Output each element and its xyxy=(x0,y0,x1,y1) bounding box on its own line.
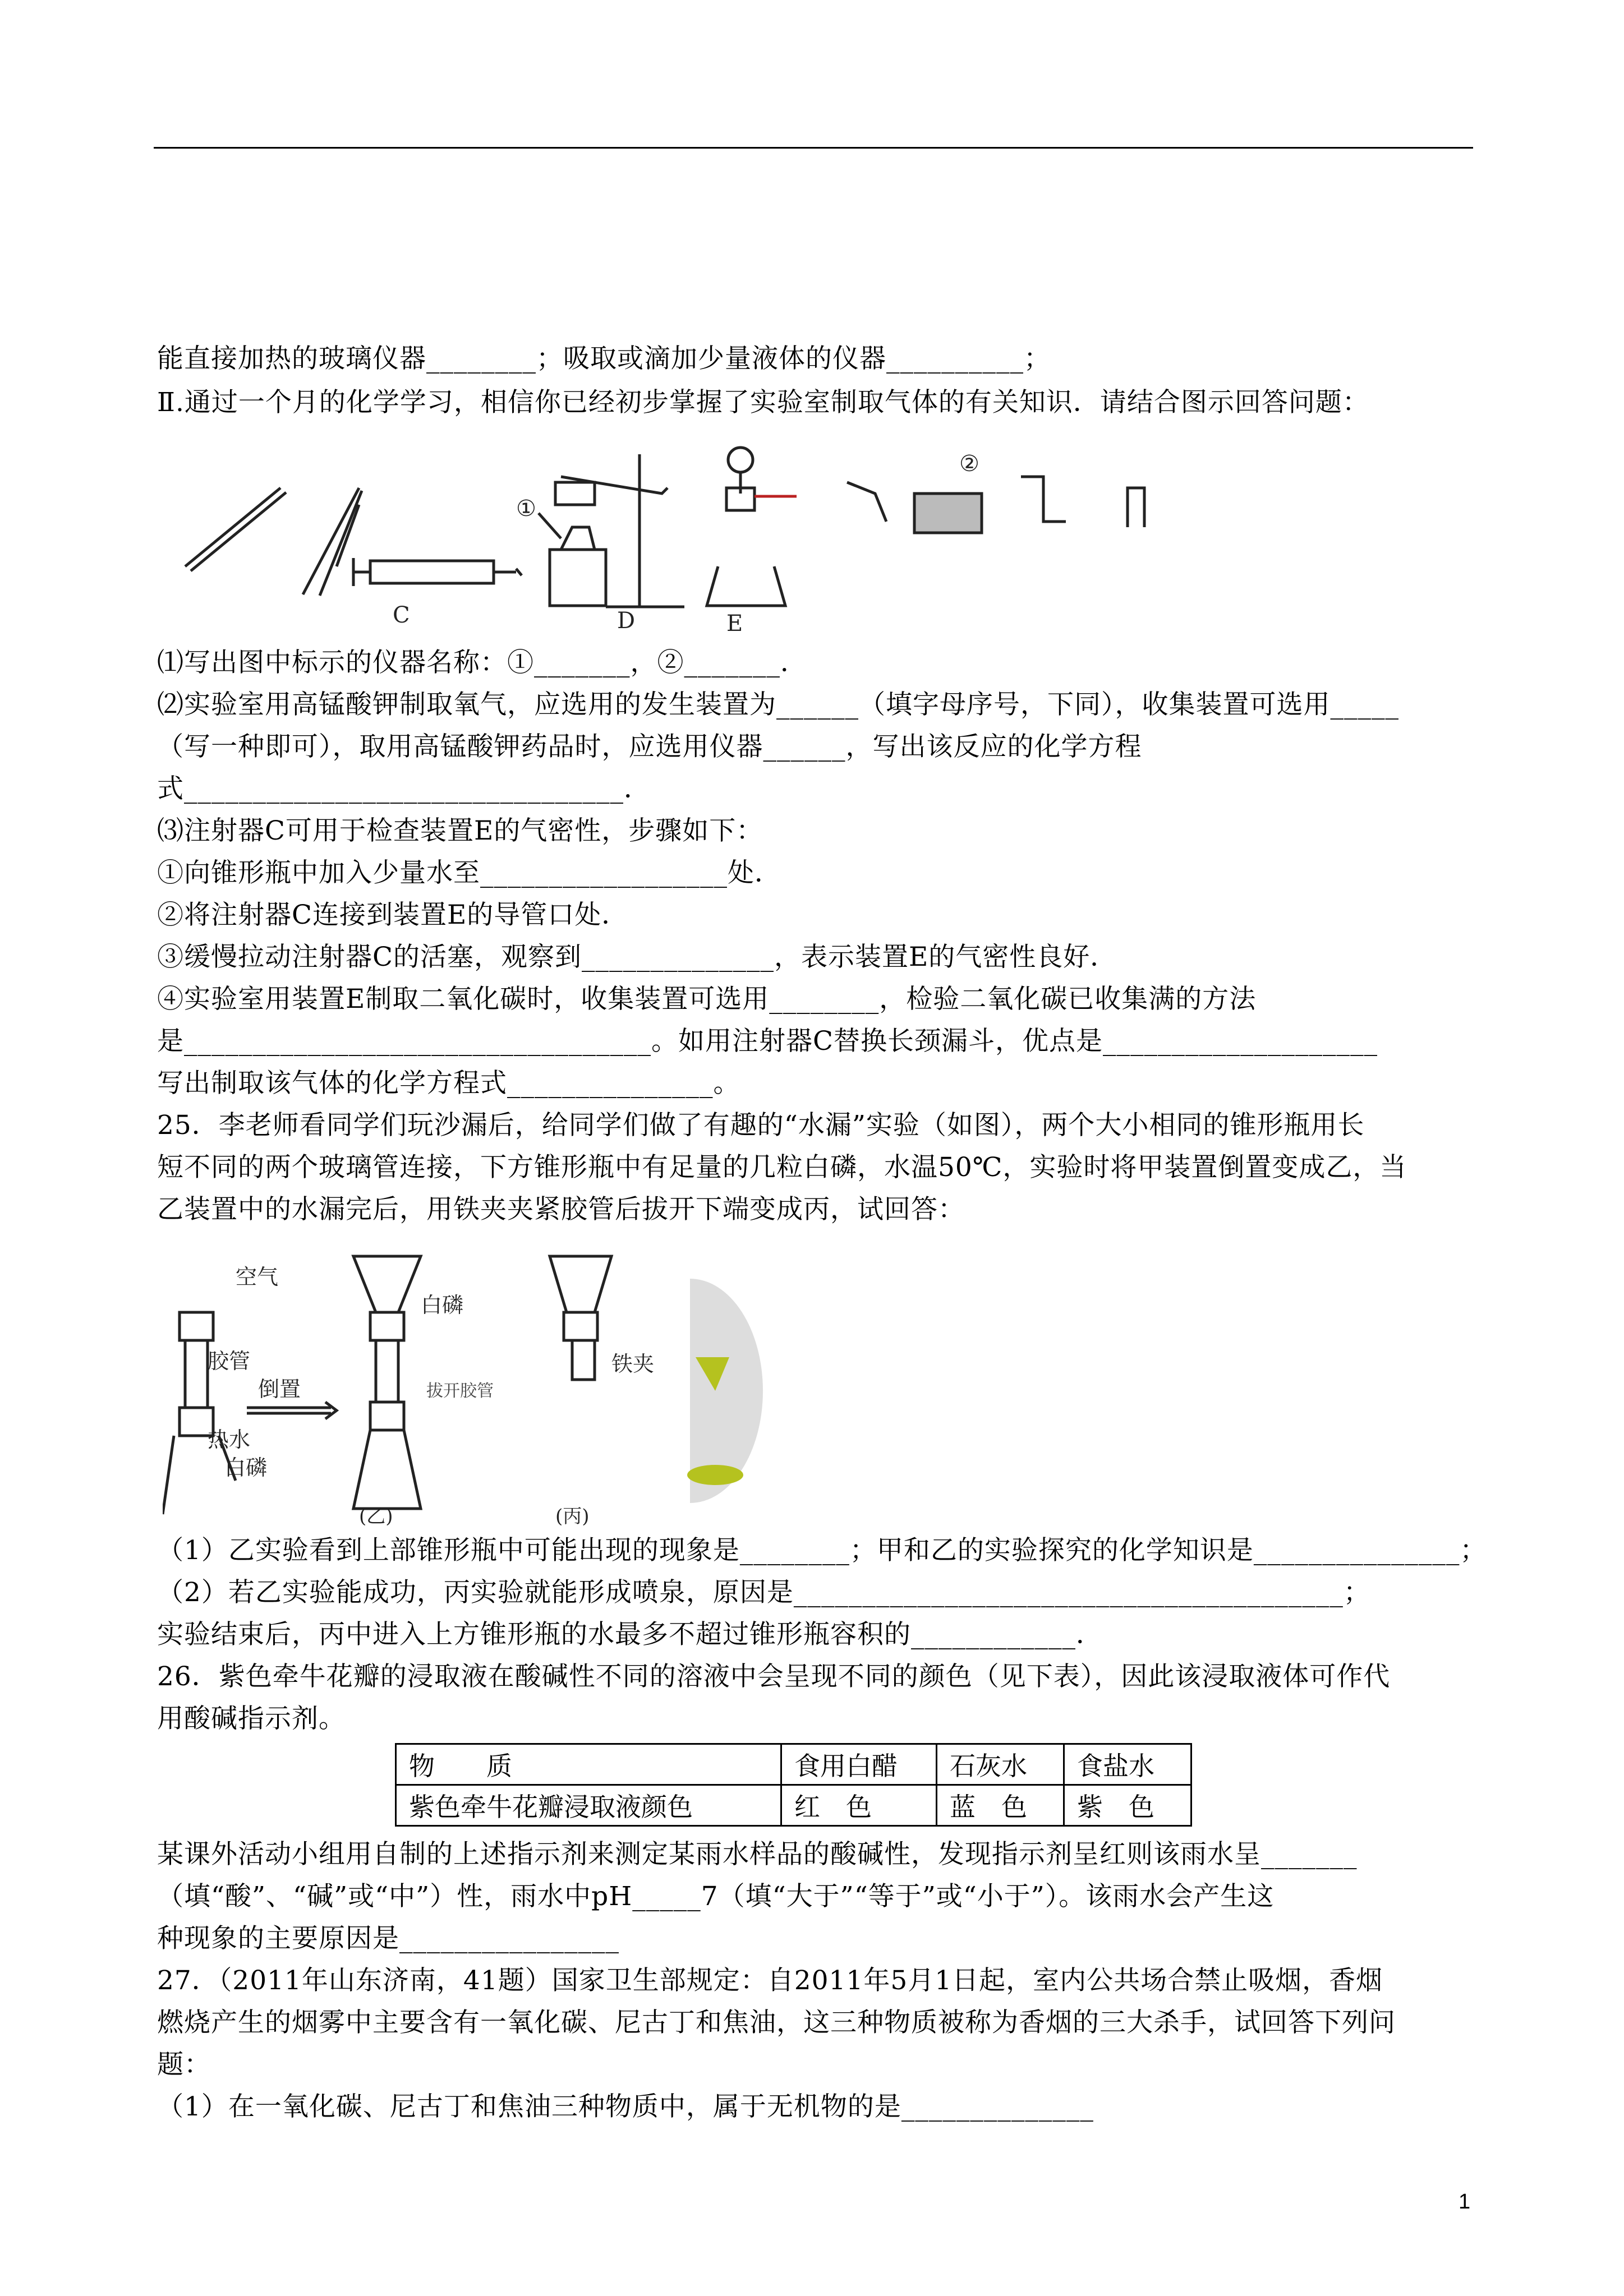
text-line: （填“酸”、“碱”或“中”）性，雨水中pH_____7（填“大于”“等于”或“小于”）。该雨水会产生这 xyxy=(157,1881,1275,1912)
text-line: 某课外活动小组用自制的上述指示剂来测定某雨水样品的酸碱性，发现指示剂呈红则该雨水呈_______ xyxy=(157,1839,1358,1870)
label-hot-water: 热水 xyxy=(208,1427,251,1452)
text-line: ③缓慢拉动注射器C的活塞，观察到______________，表示装置E的气密性良好． xyxy=(157,942,1117,972)
label-bing: (丙) xyxy=(555,1505,590,1525)
water-trough-icon xyxy=(914,494,982,533)
table-cell: 紫色牵牛花瓣浸取液颜色 xyxy=(396,1785,781,1826)
apparatus-bing-icon xyxy=(550,1256,611,1380)
text-line: 是__________________________________。如用注射器C替换长颈漏斗，优点是____________________ xyxy=(157,1026,1378,1057)
collection-tube-icon xyxy=(1021,477,1066,522)
text-line: 能直接加热的玻璃仪器________；吸取或滴加少量液体的仪器__________； xyxy=(157,343,1051,374)
apparatus-yi-icon xyxy=(353,1256,421,1509)
label-e: E xyxy=(726,611,743,634)
label-invert: 倒置 xyxy=(258,1377,301,1401)
text-line: 式________________________________． xyxy=(157,773,651,804)
apparatus-jia-icon xyxy=(163,1312,236,1514)
text-line: 用酸碱指示剂。 xyxy=(157,1703,346,1734)
text-line: ⑴写出图中标示的仪器名称：①_______，②_______． xyxy=(157,647,807,678)
text-line: 25．李老师看同学们玩沙漏后，给同学们做了有趣的“水漏”实验（如图），两个大小相同的锥形瓶用长 xyxy=(157,1110,1365,1141)
table-cell: 红 色 xyxy=(781,1785,937,1826)
water-hourglass-figure xyxy=(163,1245,797,1525)
table-cell: 蓝 色 xyxy=(937,1785,1064,1826)
header-rule xyxy=(154,147,1473,149)
text-line: （1）乙实验看到上部锥形瓶中可能出现的现象是________；甲和乙的实验探究的化学知识是_______________； xyxy=(157,1535,1487,1566)
flask-icon xyxy=(707,448,797,606)
label-rubber-tube: 胶管 xyxy=(208,1349,251,1373)
text-line: ⑶注射器C可用于检查装置E的气密性，步骤如下： xyxy=(157,815,763,846)
iron-stand-icon xyxy=(555,454,684,607)
label-iron-clamp: 铁夹 xyxy=(611,1352,655,1376)
table-cell: 紫 色 xyxy=(1064,1785,1191,1826)
bent-tube-icon xyxy=(847,482,886,522)
marker-2: ② xyxy=(959,451,979,477)
page-number: 1 xyxy=(1459,2190,1471,2214)
text-line: 实验结束后，丙中进入上方锥形瓶的水最多不超过锥形瓶容积的____________． xyxy=(157,1619,1103,1650)
text-line: （写一种即可），取用高锰酸钾药品时，应选用仪器______，写出该反应的化学方程 xyxy=(157,731,1142,762)
label-white-p-jia: 白磷 xyxy=(224,1455,268,1480)
text-line: ②将注射器C连接到装置E的导管口处． xyxy=(157,900,629,930)
marker-1: ① xyxy=(516,496,536,522)
text-line: ①向锥形瓶中加入少量水至__________________处． xyxy=(157,857,781,888)
text-line: 27．（2011年山东济南，41题）国家卫生部规定：自2011年5月1日起，室内公共场合禁止吸烟，香烟 xyxy=(157,1965,1383,1996)
text-line: 种现象的主要原因是________________ xyxy=(157,1923,619,1954)
glass-rod-icon xyxy=(185,488,286,571)
label-air: 空气 xyxy=(236,1265,279,1289)
label-pull-off: 拔开胶管 xyxy=(426,1381,494,1401)
gas-jar-icon xyxy=(1128,488,1144,527)
table-row xyxy=(396,1744,1191,1785)
table-cell: 食盐水 xyxy=(1064,1744,1191,1785)
indicator-table xyxy=(395,1743,1192,1827)
label-c: C xyxy=(393,602,410,628)
hourglass-photo-icon xyxy=(687,1279,763,1503)
text-line: 燃烧产生的烟雾中主要含有一氧化碳、尼古丁和焦油，这三种物质被称为香烟的三大杀手，试回答下列问 xyxy=(157,2007,1396,2038)
alcohol-lamp-icon xyxy=(550,527,606,606)
table-row xyxy=(396,1785,1191,1826)
table-cell: 物 质 xyxy=(396,1744,781,1785)
text-line: ⑵实验室用高锰酸钾制取氧气，应选用的发生装置为______（填字母序号，下同），收集装置可选用_____ xyxy=(157,689,1399,720)
text-line: 题： xyxy=(157,2049,211,2080)
text-line: 写出制取该气体的化学方程式_______________。 xyxy=(157,1068,740,1099)
text-line: 26．紫色牵牛花瓣的浸取液在酸碱性不同的溶液中会呈现不同的颜色（见下表），因此该浸取液体可作代 xyxy=(157,1661,1391,1692)
text-line: ④实验室用装置E制取二氧化碳时，收集装置可选用________，检验二氧化碳已收集满的方法 xyxy=(157,984,1257,1015)
arrow-icon xyxy=(247,1402,337,1419)
label-d: D xyxy=(617,608,636,634)
text-line: 乙装置中的水漏完后，用铁夹夹紧胶管后拔开下端变成丙，试回答： xyxy=(157,1194,965,1225)
text-line: Ⅱ.通过一个月的化学学习，相信你已经初步掌握了实验室制取气体的有关知识．请结合图示回答问题： xyxy=(157,387,1369,418)
label-white-p-yi: 白磷 xyxy=(421,1293,464,1317)
table-cell: 食用白醋 xyxy=(781,1744,937,1785)
text-line: （1）在一氧化碳、尼古丁和焦油三种物质中，属于无机物的是______________ xyxy=(157,2091,1094,2122)
table-cell: 石灰水 xyxy=(937,1744,1064,1785)
text-line: （2）若乙实验能成功，丙实验就能形成喷泉，原因是________________________________________； xyxy=(157,1577,1370,1608)
syringe-icon xyxy=(353,558,522,586)
apparatus-figure xyxy=(168,432,1200,634)
text-line: 短不同的两个玻璃管连接，下方锥形瓶中有足量的几粒白磷，水温50℃，实验时将甲装置倒置变成乙，当 xyxy=(157,1152,1407,1183)
label-yi: (乙) xyxy=(359,1505,393,1525)
